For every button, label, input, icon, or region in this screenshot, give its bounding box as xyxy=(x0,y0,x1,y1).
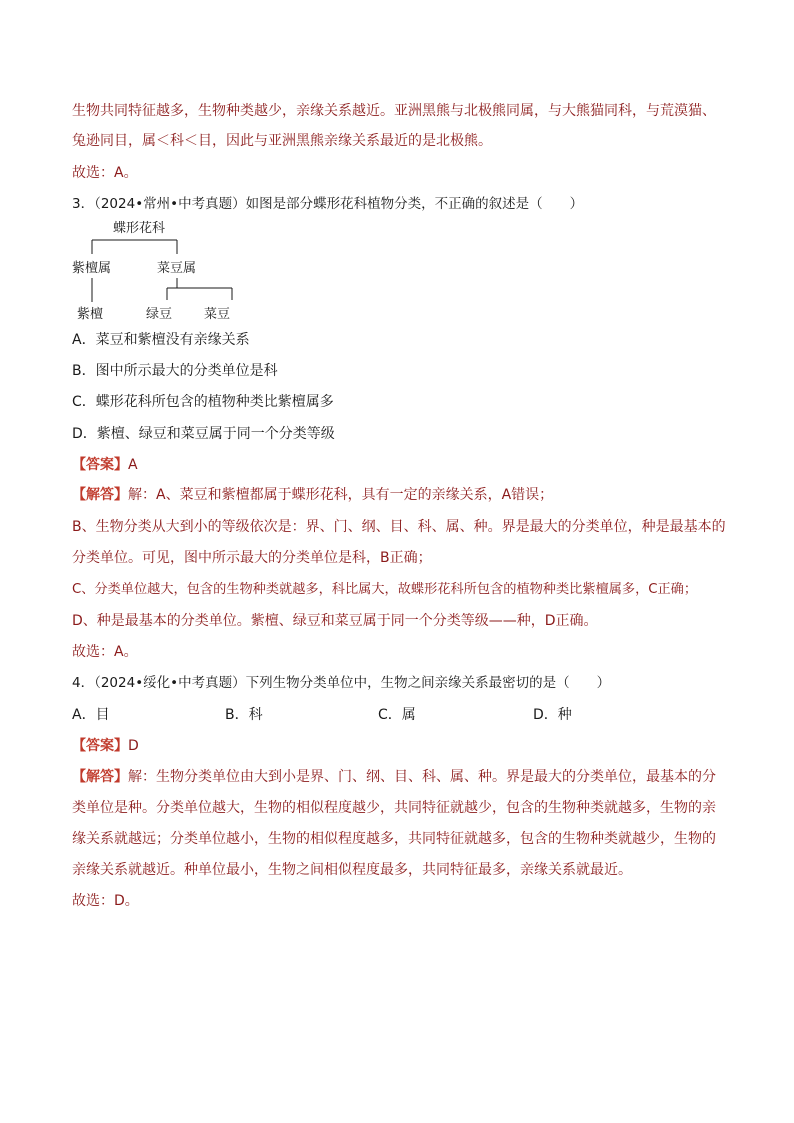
analysis-line: 生物共同特征越多，生物种类越少，亲缘关系越近。亚洲黑熊与北极熊同属，与大熊猫同科，与荒漠猫、 xyxy=(72,103,716,119)
diagram-species-label: 菜豆 xyxy=(204,307,231,320)
analysis-line xyxy=(72,485,553,505)
diagram-genus-label: 菜豆属 xyxy=(157,261,197,276)
question-stem: 4．（2024•绥化•中考真题）下列生物分类单位中，生物之间亲缘关系最密切的是（ ） xyxy=(72,675,611,691)
analysis-line: D、种是最基本的分类单位。紫檀、绿豆和菜豆属于同一个分类等级——种，D正确。 xyxy=(72,613,598,629)
classification-diagram xyxy=(66,214,266,320)
option-c: C．蝶形花科所包含的植物种类比紫檀属多 xyxy=(72,394,334,410)
analysis-line: 类单位是种。分类单位越大，生物的相似程度越少，共同特征就越少，包含的生物种类就越多，生物的亲 xyxy=(72,800,716,816)
analysis-line: B、生物分类从大到小的等级依次是：界、门、纲、目、科、属、种。界是最大的分类单位，种是最基本的 xyxy=(72,519,726,535)
answer-line xyxy=(72,736,139,756)
option-b: B．图中所示最大的分类单位是科 xyxy=(72,363,278,379)
answer-value: D xyxy=(128,738,139,754)
analysis-line: C、分类单位越大，包含的生物种类就越多，科比属大，故蝶形花科所包含的植物种类比紫檀属多，C正确； xyxy=(72,582,698,597)
choose-line: 故选：A。 xyxy=(72,644,138,660)
option-c: C．属 xyxy=(378,707,416,723)
option-b: B．科 xyxy=(225,707,263,723)
diagram-species-label: 紫檀 xyxy=(77,307,104,320)
analysis-tag: 【解答】 xyxy=(72,487,128,503)
answer-value: A xyxy=(128,457,138,473)
answer-line xyxy=(72,455,138,475)
choose-line: 故选：D。 xyxy=(72,893,139,909)
analysis-line: 分类单位。可见，图中所示最大的分类单位是科，B正确； xyxy=(72,550,432,566)
analysis-line: 亲缘关系就越近。种单位最小，生物之间相似程度最多，共同特征最多，亲缘关系就最近。 xyxy=(72,862,632,878)
option-a: A．目 xyxy=(72,707,110,723)
analysis-line xyxy=(72,767,716,787)
diagram-family-label: 蝶形花科 xyxy=(113,221,166,236)
question-stem: 3．（2024•常州•中考真题）如图是部分蝶形花科植物分类，不正确的叙述是（ ） xyxy=(72,196,584,212)
answer-tag: 【答案】 xyxy=(72,457,128,473)
analysis-line: 缘关系就越远；分类单位越小，生物的相似程度越多，共同特征就越多，包含的生物种类就越少，生物的 xyxy=(72,831,716,847)
option-d: D．紫檀、绿豆和菜豆属于同一个分类等级 xyxy=(72,426,335,442)
diagram-species-label: 绿豆 xyxy=(146,307,173,320)
analysis-tag: 【解答】 xyxy=(72,769,128,785)
analysis-text: 解：A、菜豆和紫檀都属于蝶形花科，具有一定的亲缘关系，A错误； xyxy=(128,487,554,503)
analysis-line: 兔逊同目，属＜科＜目，因此与亚洲黑熊亲缘关系最近的是北极熊。 xyxy=(72,133,492,149)
option-d: D．种 xyxy=(533,707,572,723)
choose-line: 故选：A。 xyxy=(72,165,138,181)
option-a: A．菜豆和紫檀没有亲缘关系 xyxy=(72,332,250,348)
analysis-text: 解：生物分类单位由大到小是界、门、纲、目、科、属、种。界是最大的分类单位，最基本的分 xyxy=(128,769,716,785)
diagram-genus-label: 紫檀属 xyxy=(72,261,112,276)
answer-tag: 【答案】 xyxy=(72,738,128,754)
